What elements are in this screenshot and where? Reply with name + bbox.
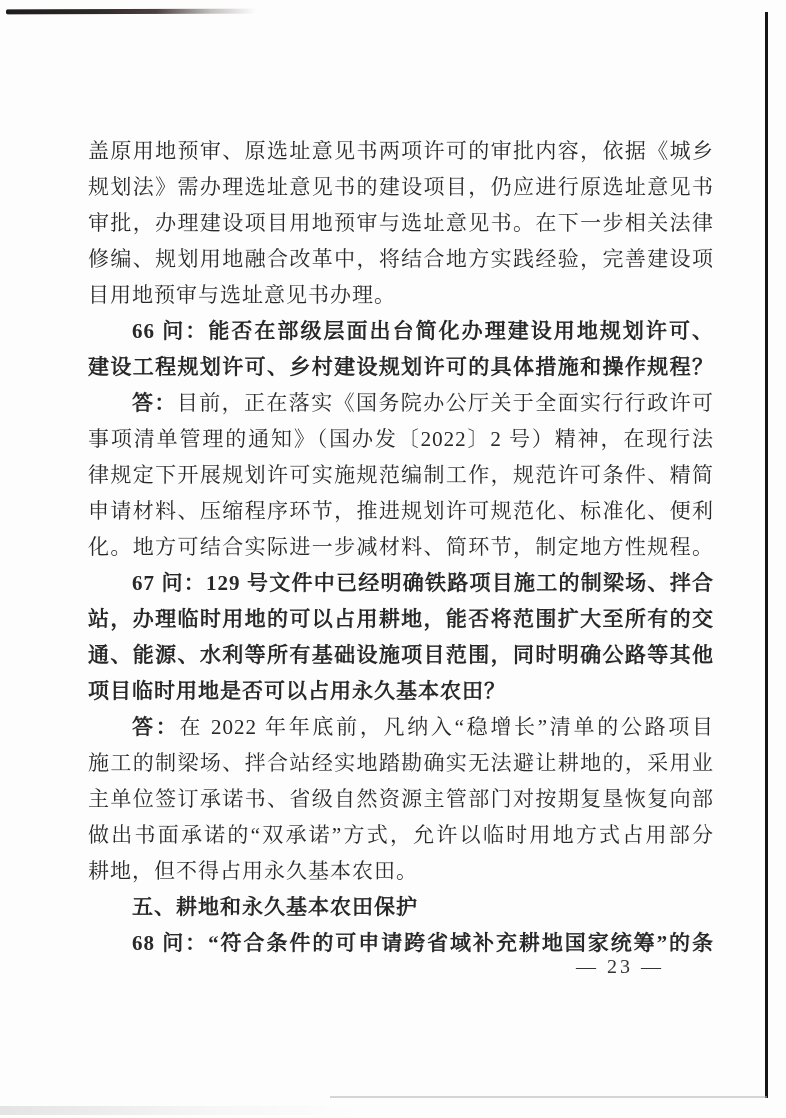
document-body: [88, 133, 714, 961]
scan-artifact-top-streak: [6, 9, 256, 15]
continued-paragraph: [88, 133, 714, 313]
text-line: 申请材料、压缩程序环节，推进规划许可规范化、标准化、便利: [88, 499, 714, 523]
text-line: 化。地方可结合实际进一步减材料、简环节，制定地方性规程。: [88, 535, 714, 559]
text-line: 盖原用地预审、原选址意见书两项许可的审批内容，依据《城乡: [88, 139, 714, 163]
text-line: 耕地，但不得占用永久基本农田。: [88, 859, 418, 883]
text-line: 通、能源、水利等所有基础设施项目范围，同时明确公路等其他: [88, 643, 714, 667]
text-line: 68 问：“符合条件的可申请跨省域补充耕地国家统筹”的条: [132, 931, 714, 955]
text-line: 律规定下开展规划许可实施规范编制工作，规范许可条件、精简: [88, 463, 714, 487]
page-number: — 23 —: [576, 956, 664, 978]
text-line: 66 问：能否在部级层面出台简化办理建设用地规划许可、: [132, 319, 714, 343]
text-line: 目用地预审与选址意见书办理。: [88, 283, 396, 307]
text-line: 施工的制梁场、拌合站经实地踏勘确实无法避让耕地的，采用业: [88, 751, 714, 775]
text-line: 修编、规划用地融合改革中，将结合地方实践经验，完善建设项: [88, 247, 714, 271]
question-66: [88, 313, 714, 385]
text-line: 五、耕地和永久基本农田保护: [132, 895, 418, 919]
text-line: 主单位签订承诺书、省级自然资源主管部门对按期复垦恢复向部: [88, 787, 714, 811]
text-line: 67 问：129 号文件中已经明确铁路项目施工的制梁场、拌合: [132, 571, 714, 595]
text-line: 事项清单管理的通知》（国办发〔2022〕2 号）精神，在现行法: [88, 427, 714, 451]
page-right-border-line: [765, 12, 768, 1098]
section-heading-5: [88, 889, 714, 925]
text-line: 答：在 2022 年年底前，凡纳入“稳增长”清单的公路项目: [132, 715, 715, 739]
text-line: 站，办理临时用地的可以占用耕地，能否将范围扩大至所有的交: [88, 607, 714, 631]
text-line: 做出书面承诺的“双承诺”方式，允许以临时用地方式占用部分: [88, 823, 714, 847]
text-line: 答：目前，正在落实《国务院办公厅关于全面实行行政许可: [132, 391, 715, 415]
text-line: 规划法》需办理选址意见书的建设项目，仍应进行原选址意见书: [88, 175, 714, 199]
text-line: 项目临时用地是否可以占用永久基本农田？: [88, 679, 506, 703]
text-line: 审批，办理建设项目用地预审与选址意见书。在下一步相关法律: [88, 211, 714, 235]
answer-label: 答：: [132, 715, 180, 739]
question-67: [88, 565, 714, 709]
scan-artifact-bottom-smudge: [0, 1106, 360, 1115]
scan-artifact-bottom-line: [330, 1096, 767, 1098]
answer-66: [88, 385, 714, 565]
answer-67: [88, 709, 714, 889]
answer-label: 答：: [132, 391, 177, 415]
text-line: 建设工程规划许可、乡村建设规划许可的具体措施和操作规程？: [88, 355, 714, 379]
